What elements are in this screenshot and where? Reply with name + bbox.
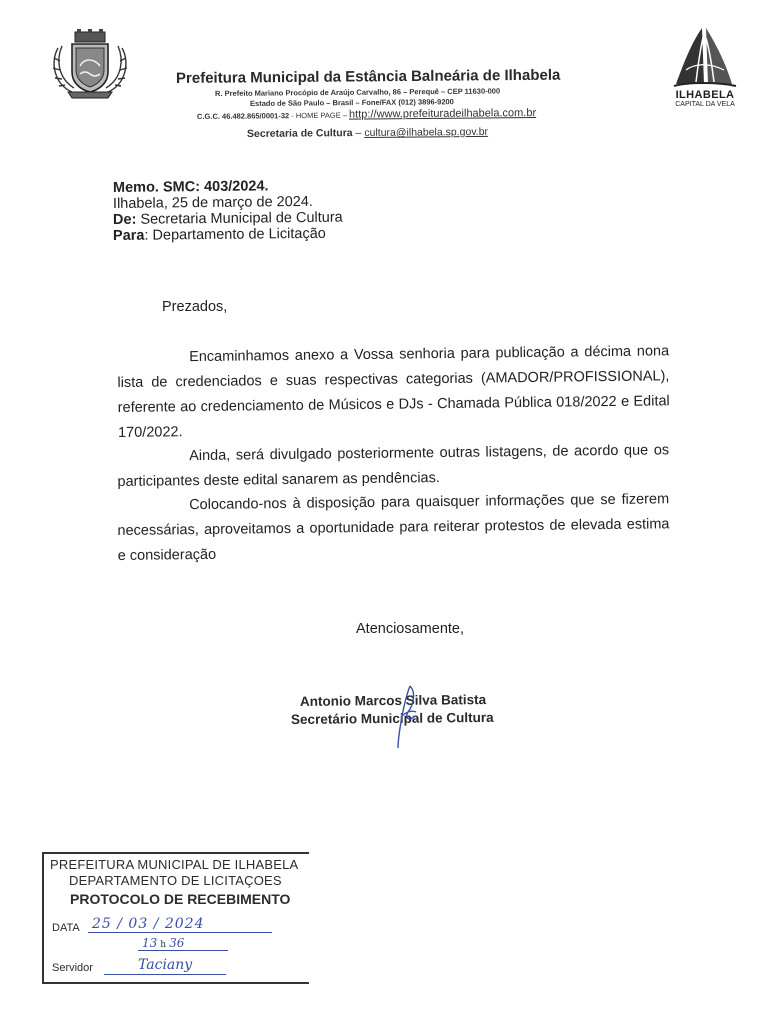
address-line-2: Estado de São Paulo – Brasil – Fone/FAX (012) 3896-9200 — [249, 97, 454, 108]
paragraph-3 — [117, 487, 670, 569]
stamp-time-sep: h — [160, 940, 167, 950]
address-line-1: R. Prefeito Mariano Procópio de Araújo Carvalho, 86 – Perequê – CEP 11630-000 — [214, 86, 501, 98]
sail-icon — [668, 26, 742, 88]
home-page-label: - HOME PAGE – — [289, 110, 350, 121]
home-page-link[interactable]: http://www.prefeituradeilhabela.com.br — [348, 107, 537, 121]
secretaria-line — [247, 126, 488, 140]
greeting: Prezados, — [162, 299, 228, 315]
paragraph-1-text: Encaminhamos anexo a Vossa senhoria para publicação a décima nona lista de credenciados e suas respectivas categorias (AMADOR/PROFISSIONAL), referente ao credenciamento de Músicos e DJs - Chamada Pública 018/2022 e Edital 170/2022. — [117, 343, 670, 441]
stamp-time — [142, 936, 184, 950]
memo-from-value: Secretaria Municipal de Cultura — [136, 209, 343, 228]
handwritten-signature — [388, 682, 428, 752]
logo-title: ILHABELA — [675, 89, 735, 101]
signer-name: Antonio Marcos Silva Batista — [299, 692, 487, 709]
ilhabela-logo — [668, 26, 742, 110]
paragraph-1 — [117, 339, 670, 446]
closing: Atenciosamente, — [356, 621, 465, 637]
time-underline — [138, 950, 228, 951]
server-underline — [104, 974, 226, 975]
memo-to-value: : Departamento de Licitação — [144, 225, 326, 244]
stamp-time-hour: 13 — [142, 936, 158, 950]
paragraph-3-text: Colocando-nos à disposição para quaisquer informações que se fizerem necessárias, aproveitamos a oportunidade para reiterar protestos de elevada estima e consideração — [117, 491, 670, 564]
logo-subtitle: CAPITAL DA VELA — [675, 101, 735, 108]
memo-to-label: Para — [112, 227, 145, 244]
date-underline — [88, 932, 272, 933]
memo-place-date: Ilhabela, 25 de março de 2024. — [112, 193, 313, 212]
paragraph-2 — [117, 438, 670, 495]
stamp-title: PROTOCOLO DE RECEBIMENTO — [70, 891, 291, 907]
secretaria-label: Secretaria de Cultura — [246, 127, 353, 140]
cgc-number: C.G.C. 46.482.865/0001-32 — [196, 111, 290, 121]
org-name: Prefeitura Municipal da Estância Balneária de Ilhabela — [175, 66, 561, 87]
cgc-homepage-line — [197, 107, 536, 122]
paragraph-2-text: Ainda, será divulgado posteriormente outras listagens, de acordo que os participantes deste edital sanarem as pendências. — [117, 442, 670, 490]
stamp-date-value: 25 / 03 / 2024 — [92, 916, 205, 932]
memo-number: Memo. SMC: 403/2024. — [112, 178, 269, 196]
stamp-server-value: Taciany — [138, 957, 193, 973]
stamp-line-1: PREFEITURA MUNICIPAL DE ILHABELA — [50, 857, 299, 872]
signer-title: Secretário Municipal de Cultura — [290, 709, 494, 727]
coat-of-arms-icon — [48, 28, 132, 100]
stamp-line-2: DEPARTAMENTO DE LICITAÇOES — [69, 873, 282, 888]
memo-from-label: De: — [112, 211, 137, 228]
memo-to — [113, 226, 326, 244]
stamp-time-min: 36 — [169, 936, 185, 950]
stamp-server-label: Servidor — [52, 962, 93, 974]
stamp-date-label: DATA — [52, 922, 80, 934]
secretaria-separator: – — [352, 126, 365, 140]
secretaria-email-link[interactable]: cultura@ilhabela.sp.gov.br — [364, 125, 489, 139]
